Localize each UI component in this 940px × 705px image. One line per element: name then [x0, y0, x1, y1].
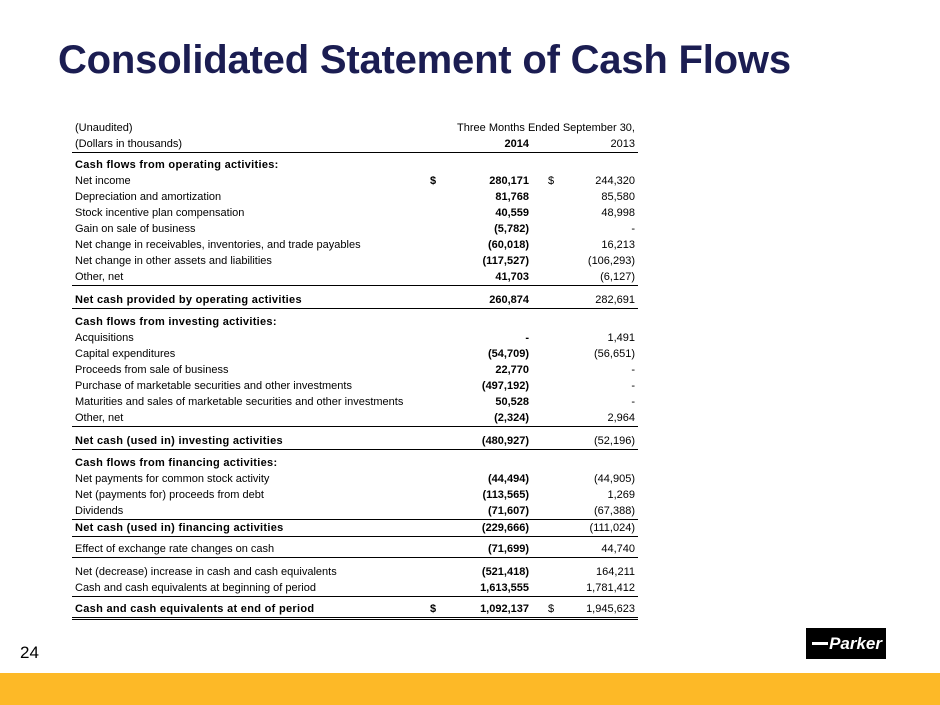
row-label: Stock incentive plan compensation	[75, 207, 245, 219]
row-label: Cash and cash equivalents at beginning of period	[75, 582, 316, 594]
year-2013-header: 2013	[610, 138, 635, 150]
table-row	[72, 487, 638, 503]
row-label: Other, net	[75, 271, 124, 283]
table-row	[72, 205, 638, 221]
units-label: (Dollars in thousands)	[75, 138, 182, 150]
value-2014: 1,613,555	[480, 582, 529, 594]
value-2013: (67,388)	[594, 505, 635, 517]
table-row	[72, 471, 638, 487]
row-label: Maturities and sales of marketable securities and other investments	[75, 396, 404, 408]
page-title: Consolidated Statement of Cash Flows	[58, 38, 791, 82]
currency-symbol: $	[548, 603, 555, 615]
value-2014: (5,782)	[494, 223, 529, 235]
investing-heading: Cash flows from investing activities:	[75, 316, 277, 328]
value-2013: 1,945,623	[586, 603, 635, 615]
operating-heading-row	[72, 157, 638, 173]
currency-symbol: $	[430, 175, 437, 187]
table-row	[72, 362, 638, 378]
table-row	[72, 173, 638, 189]
value-2014: (229,666)	[481, 522, 529, 534]
value-2013: -	[631, 380, 635, 392]
value-2013: (52,196)	[594, 435, 635, 447]
table-row	[72, 580, 638, 597]
row-label: Proceeds from sale of business	[75, 364, 229, 376]
value-2013: 1,491	[607, 332, 635, 344]
value-2013: 1,269	[607, 489, 635, 501]
value-2013: 44,740	[601, 543, 635, 555]
table-row	[72, 564, 638, 580]
value-2014: (117,527)	[482, 255, 529, 267]
row-label: Net cash (used in) investing activities	[75, 435, 283, 447]
cash-flow-table	[72, 120, 638, 620]
row-label: Net change in other assets and liabilities	[75, 255, 272, 267]
total-row	[72, 520, 638, 537]
value-2014: (44,494)	[488, 473, 529, 485]
value-2014: 40,559	[495, 207, 529, 219]
row-label: Net income	[75, 175, 131, 187]
table-row	[72, 378, 638, 394]
table-row	[72, 269, 638, 286]
value-2014: (60,018)	[488, 239, 529, 251]
row-label: Depreciation and amortization	[75, 191, 222, 203]
total-row	[72, 433, 638, 450]
grand-total-row	[72, 601, 638, 620]
header-row-1	[72, 120, 638, 136]
logo-text: Parker	[829, 634, 882, 653]
value-2014: 50,528	[495, 396, 529, 408]
value-2013: 48,998	[601, 207, 635, 219]
table-row	[72, 237, 638, 253]
footer-bar	[0, 673, 940, 705]
table-row	[72, 221, 638, 237]
value-2014: 81,768	[495, 191, 529, 203]
row-label: Cash and cash equivalents at end of period	[75, 603, 315, 615]
value-2014: 1,092,137	[480, 603, 529, 615]
value-2014: (521,418)	[481, 566, 529, 578]
row-label: Acquisitions	[75, 332, 134, 344]
value-2013: 85,580	[601, 191, 635, 203]
currency-symbol: $	[430, 603, 437, 615]
value-2014: -	[525, 332, 529, 344]
value-2014: (71,607)	[488, 505, 529, 517]
total-row	[72, 292, 638, 309]
table-row	[72, 346, 638, 362]
table-row	[72, 410, 638, 427]
row-label: Net cash provided by operating activities	[75, 294, 302, 306]
value-2014: 280,171	[489, 175, 529, 187]
table-row	[72, 330, 638, 346]
value-2014: 22,770	[495, 364, 529, 376]
value-2014: 41,703	[495, 271, 529, 283]
value-2014: (480,927)	[481, 435, 529, 447]
row-label: Dividends	[75, 505, 124, 517]
value-2013: -	[631, 223, 635, 235]
logo-bar-icon	[812, 642, 828, 645]
value-2013: 282,691	[595, 294, 635, 306]
value-2014: (54,709)	[488, 348, 529, 360]
row-label: Purchase of marketable securities and other investments	[75, 380, 352, 392]
value-2013: (44,905)	[594, 473, 635, 485]
operating-heading: Cash flows from operating activities:	[75, 159, 279, 171]
value-2013: 1,781,412	[586, 582, 635, 594]
row-label: Net (payments for) proceeds from debt	[75, 489, 264, 501]
value-2013: -	[631, 364, 635, 376]
row-label: Effect of exchange rate changes on cash	[75, 543, 275, 555]
value-2013: 2,964	[607, 412, 635, 424]
header-row-2	[72, 136, 638, 153]
value-2013: (106,293)	[587, 255, 635, 267]
value-2014: (2,324)	[494, 412, 529, 424]
value-2014: (113,565)	[482, 489, 529, 501]
value-2013: (111,024)	[589, 522, 635, 534]
value-2013: -	[631, 396, 635, 408]
value-2013: (56,651)	[594, 348, 635, 360]
row-label: Net payments for common stock activity	[75, 473, 270, 485]
period-header: Three Months Ended September 30,	[457, 122, 635, 134]
financing-heading: Cash flows from financing activities:	[75, 457, 278, 469]
page-number: 24	[20, 643, 39, 662]
value-2014: 260,874	[489, 294, 529, 306]
table-row	[72, 253, 638, 269]
investing-heading-row	[72, 314, 638, 330]
table-row	[72, 189, 638, 205]
financing-heading-row	[72, 455, 638, 471]
value-2014: (497,192)	[481, 380, 529, 392]
value-2013: 244,320	[595, 175, 635, 187]
value-2013: (6,127)	[600, 271, 635, 283]
row-label: Net change in receivables, inventories, and trade payables	[75, 239, 361, 251]
parker-logo	[806, 628, 886, 659]
table-row	[72, 503, 638, 520]
row-label: Net cash (used in) financing activities	[75, 522, 284, 534]
value-2013: 164,211	[596, 566, 635, 578]
row-label: Net (decrease) increase in cash and cash equivalents	[75, 566, 337, 578]
year-2014-header: 2014	[504, 138, 529, 150]
table-row	[72, 541, 638, 558]
unaudited-label: (Unaudited)	[75, 122, 133, 134]
currency-symbol: $	[548, 175, 555, 187]
row-label: Capital expenditures	[75, 348, 176, 360]
row-label: Other, net	[75, 412, 124, 424]
row-label: Gain on sale of business	[75, 223, 196, 235]
value-2013: 16,213	[601, 239, 635, 251]
table-row	[72, 394, 638, 410]
value-2014: (71,699)	[488, 543, 529, 555]
